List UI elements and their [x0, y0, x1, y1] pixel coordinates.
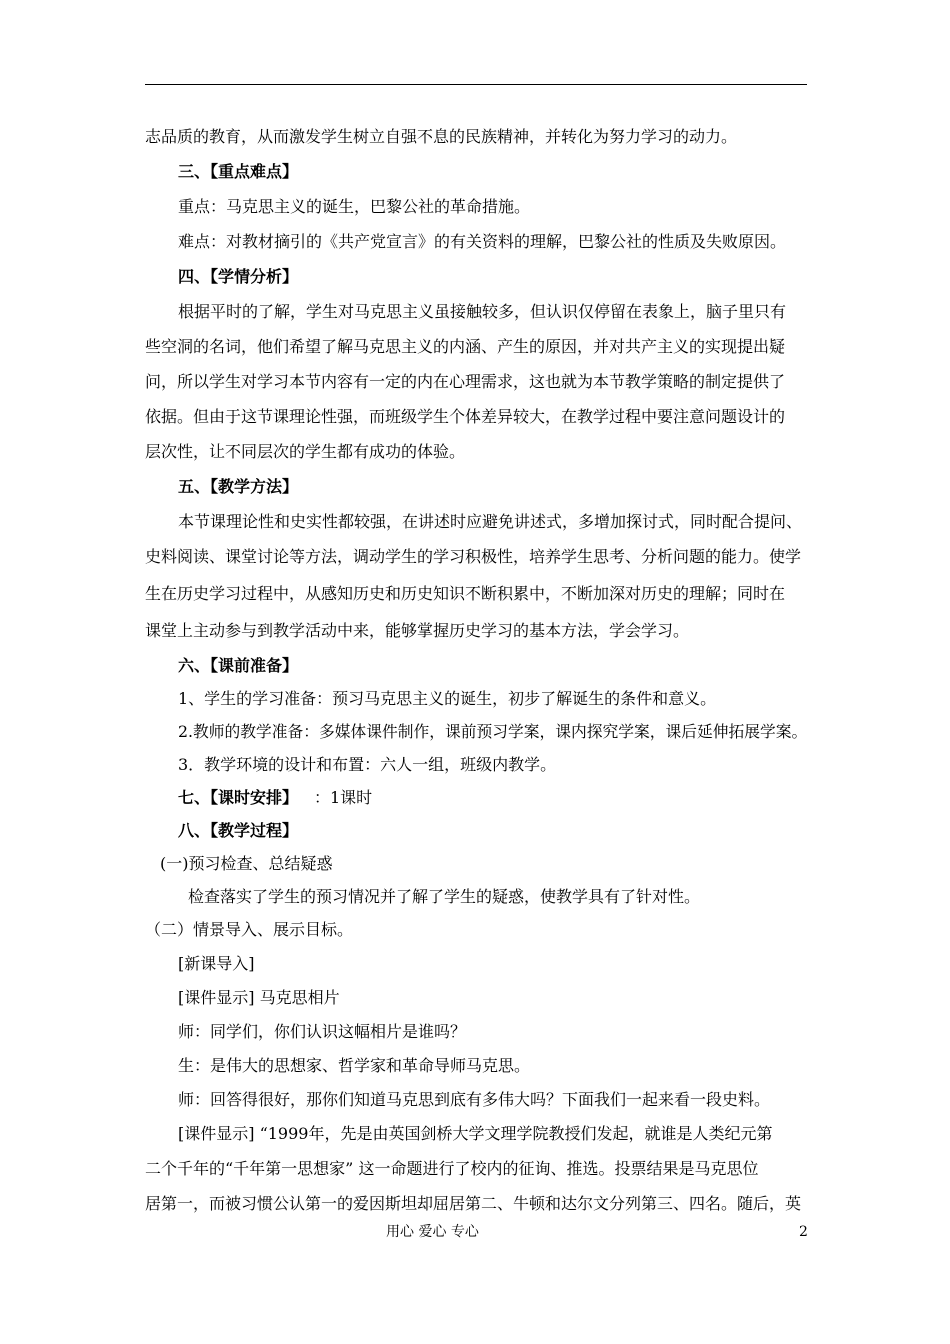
paragraph-line: 根据平时的了解，学生对马克思主义虽接触较多，但认识仅停留在表象上，脑子里只有 [178, 302, 787, 321]
paragraph-line: 二个千年的“千年第一思想家” 这一命题进行了校内的征询、推选。投票结果是马克思位 [145, 1159, 759, 1178]
paragraph-line: 层次性，让不同层次的学生都有成功的体验。 [145, 442, 466, 461]
footer-motto: 用心 爱心 专心 [386, 1224, 479, 1240]
paragraph-line: 志品质的教育，从而激发学生树立自强不息的民族精神，并转化为努力学习的动力。 [145, 127, 738, 146]
paragraph-line: [课件显示] “1999年，先是由英国剑桥大学文理学院教授们发起，就谁是人类纪元第 [178, 1124, 773, 1143]
paragraph-line: 2.教师的教学准备：多媒体课件制作，课前预习学案，课内探究学案，课后延伸拓展学案。 [178, 722, 808, 741]
page-number: 2 [799, 1224, 808, 1240]
paragraph-line: 师：同学们，你们认识这幅相片是谁吗？ [178, 1022, 467, 1041]
paragraph-line: 生在历史学习过程中，从感知历史和历史知识不断积累中，不断加深对历史的理解；同时在 [145, 584, 786, 603]
section-heading: 五、【教学方法】 [178, 477, 299, 496]
paragraph-line: 师：回答得很好，那你们知道马克思到底有多伟大吗？下面我们一起来看一段史料。 [178, 1090, 771, 1109]
section-heading: 八、【教学过程】 [178, 821, 299, 840]
paragraph-line: 难点：对教材摘引的《共产党宣言》的有关资料的理解，巴黎公社的性质及失败原因。 [178, 232, 787, 251]
paragraph-line: 些空洞的名词，他们希望了解马克思主义的内涵、产生的原因，并对共产主义的实现提出疑 [145, 337, 786, 356]
section-heading: 七、【课时安排】 [178, 788, 299, 807]
paragraph-line: 1、学生的学习准备：预习马克思主义的诞生，初步了解诞生的条件和意义。 [178, 689, 717, 708]
subsection-heading: （二）情景导入、展示目标。 [145, 920, 354, 939]
paragraph-line: 3．教学环境的设计和布置：六人一组，班级内教学。 [178, 755, 557, 774]
paragraph-line: 重点：马克思主义的诞生，巴黎公社的革命措施。 [178, 197, 531, 216]
section-heading: 四、【学情分析】 [178, 267, 299, 286]
paragraph-line: [课件显示] 马克思相片 [178, 988, 340, 1007]
section-heading-value: ：1课时 [314, 788, 373, 807]
header-rule [145, 84, 807, 85]
paragraph-line: 生：是伟大的思想家、哲学家和革命导师马克思。 [178, 1056, 531, 1075]
paragraph-line: [新课导入] [178, 954, 255, 973]
paragraph-line: 居第一，而被习惯公认第一的爱因斯坦却屈居第二、牛顿和达尔文分列第三、四名。随后，英 [145, 1194, 802, 1213]
paragraph-line: 课堂上主动参与到教学活动中来，能够掌握历史学习的基本方法，学会学习。 [145, 621, 690, 640]
subsection-heading: (一)预习检查、总结疑惑 [160, 854, 333, 873]
paragraph-line: 本节课理论性和史实性都较强，在讲述时应避免讲述式，多增加探讨式，同时配合提问、 [178, 512, 803, 531]
paragraph-line: 检查落实了学生的预习情况并了解了学生的疑惑，使教学具有了针对性。 [188, 887, 701, 906]
section-heading: 六、【课前准备】 [178, 656, 299, 675]
paragraph-line: 问，所以学生对学习本节内容有一定的内在心理需求，这也就为本节教学策略的制定提供了 [145, 372, 786, 391]
paragraph-line: 依据。但由于这节课理论性强，而班级学生个体差异较大，在教学过程中要注意问题设计的 [145, 407, 786, 426]
section-heading: 三、【重点难点】 [178, 162, 299, 181]
paragraph-line: 史料阅读、课堂讨论等方法，调动学生的学习积极性，培养学生思考、分析问题的能力。使学 [145, 547, 802, 566]
